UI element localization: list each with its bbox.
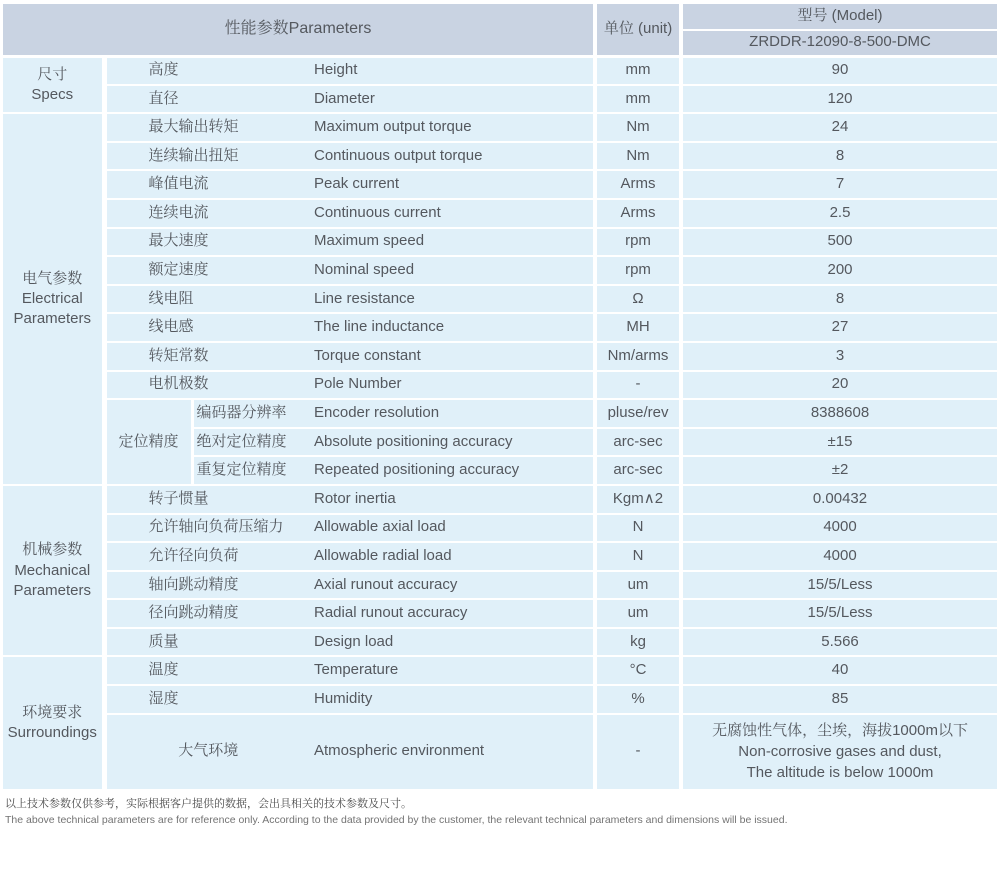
- param-label-en: Diameter: [310, 85, 595, 114]
- unit-cell: %: [595, 685, 681, 714]
- param-label-en: Continuous current: [310, 199, 595, 228]
- table-row-line-resistance: [3, 285, 997, 314]
- value-cell: 85: [681, 685, 997, 714]
- param-label-en: Line resistance: [310, 285, 595, 314]
- unit-cell: pluse/rev: [595, 399, 681, 428]
- param-label-cn: 峰值电流: [104, 170, 310, 199]
- table-row-design-load: [3, 628, 997, 657]
- table-row-atmospheric: [3, 714, 997, 789]
- param-label-cn: 连续电流: [104, 199, 310, 228]
- table-row-cont-torque: [3, 142, 997, 171]
- param-label-en: Absolute positioning accuracy: [310, 428, 595, 457]
- param-label-en: Temperature: [310, 656, 595, 685]
- unit-cell: arc-sec: [595, 456, 681, 485]
- unit-cell: °C: [595, 656, 681, 685]
- param-label-cn: 温度: [104, 656, 310, 685]
- table-row-rotor-inertia: [3, 485, 997, 514]
- param-label-cn: 最大速度: [104, 228, 310, 257]
- model-header: 型号 (Model): [681, 4, 997, 30]
- table-row-radial-load: [3, 542, 997, 571]
- param-label-en: The line inductance: [310, 313, 595, 342]
- table-row-line-inductance: [3, 313, 997, 342]
- unit-cell: um: [595, 599, 681, 628]
- param-label-cn: 径向跳动精度: [104, 599, 310, 628]
- unit-header: 单位 (unit): [595, 4, 681, 56]
- param-label-cn: 电机极数: [104, 371, 310, 400]
- section-label-cn: 电气参数: [22, 269, 83, 287]
- table-row-max-speed: [3, 228, 997, 257]
- subsection-cell-positioning: 定位精度: [104, 399, 192, 485]
- table-row-axial-runout: [3, 571, 997, 600]
- unit-cell: N: [595, 542, 681, 571]
- param-label-cn: 转子惯量: [104, 485, 310, 514]
- value-cell: 0.00432: [681, 485, 997, 514]
- param-label-cn: 线电感: [104, 313, 310, 342]
- value-cell: 5.566: [681, 628, 997, 657]
- section-cell-surroundings: [3, 656, 104, 788]
- table-row-diameter: [3, 85, 997, 114]
- unit-cell: mm: [595, 56, 681, 85]
- value-line: Non-corrosive gases and dust,: [738, 743, 942, 761]
- section-cell-mechanical: [3, 485, 104, 657]
- unit-cell: Ω: [595, 285, 681, 314]
- header-row-1: [3, 4, 997, 30]
- value-cell: 8388608: [681, 399, 997, 428]
- unit-cell: Arms: [595, 199, 681, 228]
- param-label-cn: 最大输出转矩: [104, 113, 310, 142]
- param-label-cn: 转矩常数: [104, 342, 310, 371]
- footnote-cn: 以上技术参数仅供参考，实际根据客户提供的数据，会出具相关的技术参数及尺寸。: [5, 797, 412, 810]
- section-label-en: Specs: [31, 85, 74, 103]
- value-cell: 8: [681, 142, 997, 171]
- table-row-pole-number: [3, 371, 997, 400]
- value-cell: 8: [681, 285, 997, 314]
- unit-cell: -: [595, 714, 681, 789]
- param-label-en: Height: [310, 56, 595, 85]
- section-label-cn: 尺寸: [37, 65, 68, 83]
- footnote-en: The above technical parameters are for reference only. According to the data provided by the customer, the relevant technical parameters and dimensions will be issued.: [5, 813, 788, 826]
- param-label-cn: 编码器分辨率: [192, 399, 310, 428]
- param-label-en: Maximum output torque: [310, 113, 595, 142]
- param-label-cn: 重复定位精度: [192, 456, 310, 485]
- param-label-en: Allowable radial load: [310, 542, 595, 571]
- param-label-en: Humidity: [310, 685, 595, 714]
- param-label-cn: 直径: [104, 85, 310, 114]
- value-cell: 2.5: [681, 199, 997, 228]
- table-body: [3, 56, 997, 789]
- model-value: ZRDDR-12090-8-500-DMC: [681, 30, 997, 56]
- table-row-humidity: [3, 685, 997, 714]
- value-cell: 40: [681, 656, 997, 685]
- param-label-en: Torque constant: [310, 342, 595, 371]
- param-label-en: Rotor inertia: [310, 485, 595, 514]
- value-cell: 15/5/Less: [681, 571, 997, 600]
- value-cell: 3: [681, 342, 997, 371]
- param-label-en: Atmospheric environment: [310, 714, 595, 789]
- value-cell: 24: [681, 113, 997, 142]
- value-cell: 15/5/Less: [681, 599, 997, 628]
- value-cell: 500: [681, 228, 997, 257]
- value-cell: 200: [681, 256, 997, 285]
- value-cell: ±15: [681, 428, 997, 457]
- unit-cell: N: [595, 514, 681, 543]
- param-label-en: Radial runout accuracy: [310, 599, 595, 628]
- param-label-en: Maximum speed: [310, 228, 595, 257]
- section-label-en: Mechanical Parameters: [13, 561, 92, 599]
- param-label-cn: 绝对定位精度: [192, 428, 310, 457]
- param-label-cn: 大气环境: [104, 714, 310, 789]
- unit-cell: um: [595, 571, 681, 600]
- table-header: [3, 4, 997, 56]
- param-label-en: Design load: [310, 628, 595, 657]
- unit-cell: rpm: [595, 228, 681, 257]
- param-label-cn: 额定速度: [104, 256, 310, 285]
- motor-spec-table: [3, 4, 997, 789]
- value-cell: 4000: [681, 542, 997, 571]
- value-cell: [681, 714, 997, 789]
- value-cell: 20: [681, 371, 997, 400]
- table-row-nominal-speed: [3, 256, 997, 285]
- parameters-header: 性能参数Parameters: [3, 4, 595, 56]
- unit-cell: Nm/arms: [595, 342, 681, 371]
- unit-cell: Kgm∧2: [595, 485, 681, 514]
- param-label-cn: 质量: [104, 628, 310, 657]
- param-label-en: Encoder resolution: [310, 399, 595, 428]
- value-cell: 7: [681, 170, 997, 199]
- param-label-cn: 湿度: [104, 685, 310, 714]
- param-label-cn: 高度: [104, 56, 310, 85]
- unit-cell: arc-sec: [595, 428, 681, 457]
- unit-cell: Arms: [595, 170, 681, 199]
- unit-cell: Nm: [595, 142, 681, 171]
- param-label-en: Peak current: [310, 170, 595, 199]
- param-label-en: Axial runout accuracy: [310, 571, 595, 600]
- section-label-cn: 机械参数: [22, 541, 83, 559]
- table-row-torque-constant: [3, 342, 997, 371]
- value-line: 无腐蚀性气体，尘埃，海拔1000m以下: [712, 722, 968, 740]
- table-row-temperature: [3, 656, 997, 685]
- param-label-cn: 轴向跳动精度: [104, 571, 310, 600]
- section-cell-specs: [3, 56, 104, 113]
- unit-cell: kg: [595, 628, 681, 657]
- param-label-cn: 允许径向负荷: [104, 542, 310, 571]
- section-cell-electrical: [3, 113, 104, 485]
- value-cell: 90: [681, 56, 997, 85]
- footnote: [3, 789, 997, 828]
- param-label-cn: 允许轴向负荷压缩力: [104, 514, 310, 543]
- table-row-peak-current: [3, 170, 997, 199]
- value-cell: ±2: [681, 456, 997, 485]
- unit-cell: rpm: [595, 256, 681, 285]
- table-row-cont-current: [3, 199, 997, 228]
- unit-cell: Nm: [595, 113, 681, 142]
- unit-cell: mm: [595, 85, 681, 114]
- table-row-max-torque: [3, 113, 997, 142]
- param-label-en: Nominal speed: [310, 256, 595, 285]
- param-label-en: Pole Number: [310, 371, 595, 400]
- unit-cell: MH: [595, 313, 681, 342]
- param-label-en: Repeated positioning accuracy: [310, 456, 595, 485]
- value-cell: 27: [681, 313, 997, 342]
- table-row-height: [3, 56, 997, 85]
- value-line: The altitude is below 1000m: [746, 764, 934, 782]
- value-cell: 4000: [681, 514, 997, 543]
- table-row-radial-runout: [3, 599, 997, 628]
- param-label-en: Allowable axial load: [310, 514, 595, 543]
- value-cell: 120: [681, 85, 997, 114]
- table-row-encoder-resolution: [3, 399, 997, 428]
- param-label-cn: 线电阻: [104, 285, 310, 314]
- section-label-en: Surroundings: [7, 724, 97, 742]
- section-label-en: Electrical Parameters: [13, 289, 92, 328]
- param-label-cn: 连续输出扭矩: [104, 142, 310, 171]
- unit-cell: -: [595, 371, 681, 400]
- table-row-axial-load: [3, 514, 997, 543]
- section-label-cn: 环境要求: [22, 703, 83, 721]
- param-label-en: Continuous output torque: [310, 142, 595, 171]
